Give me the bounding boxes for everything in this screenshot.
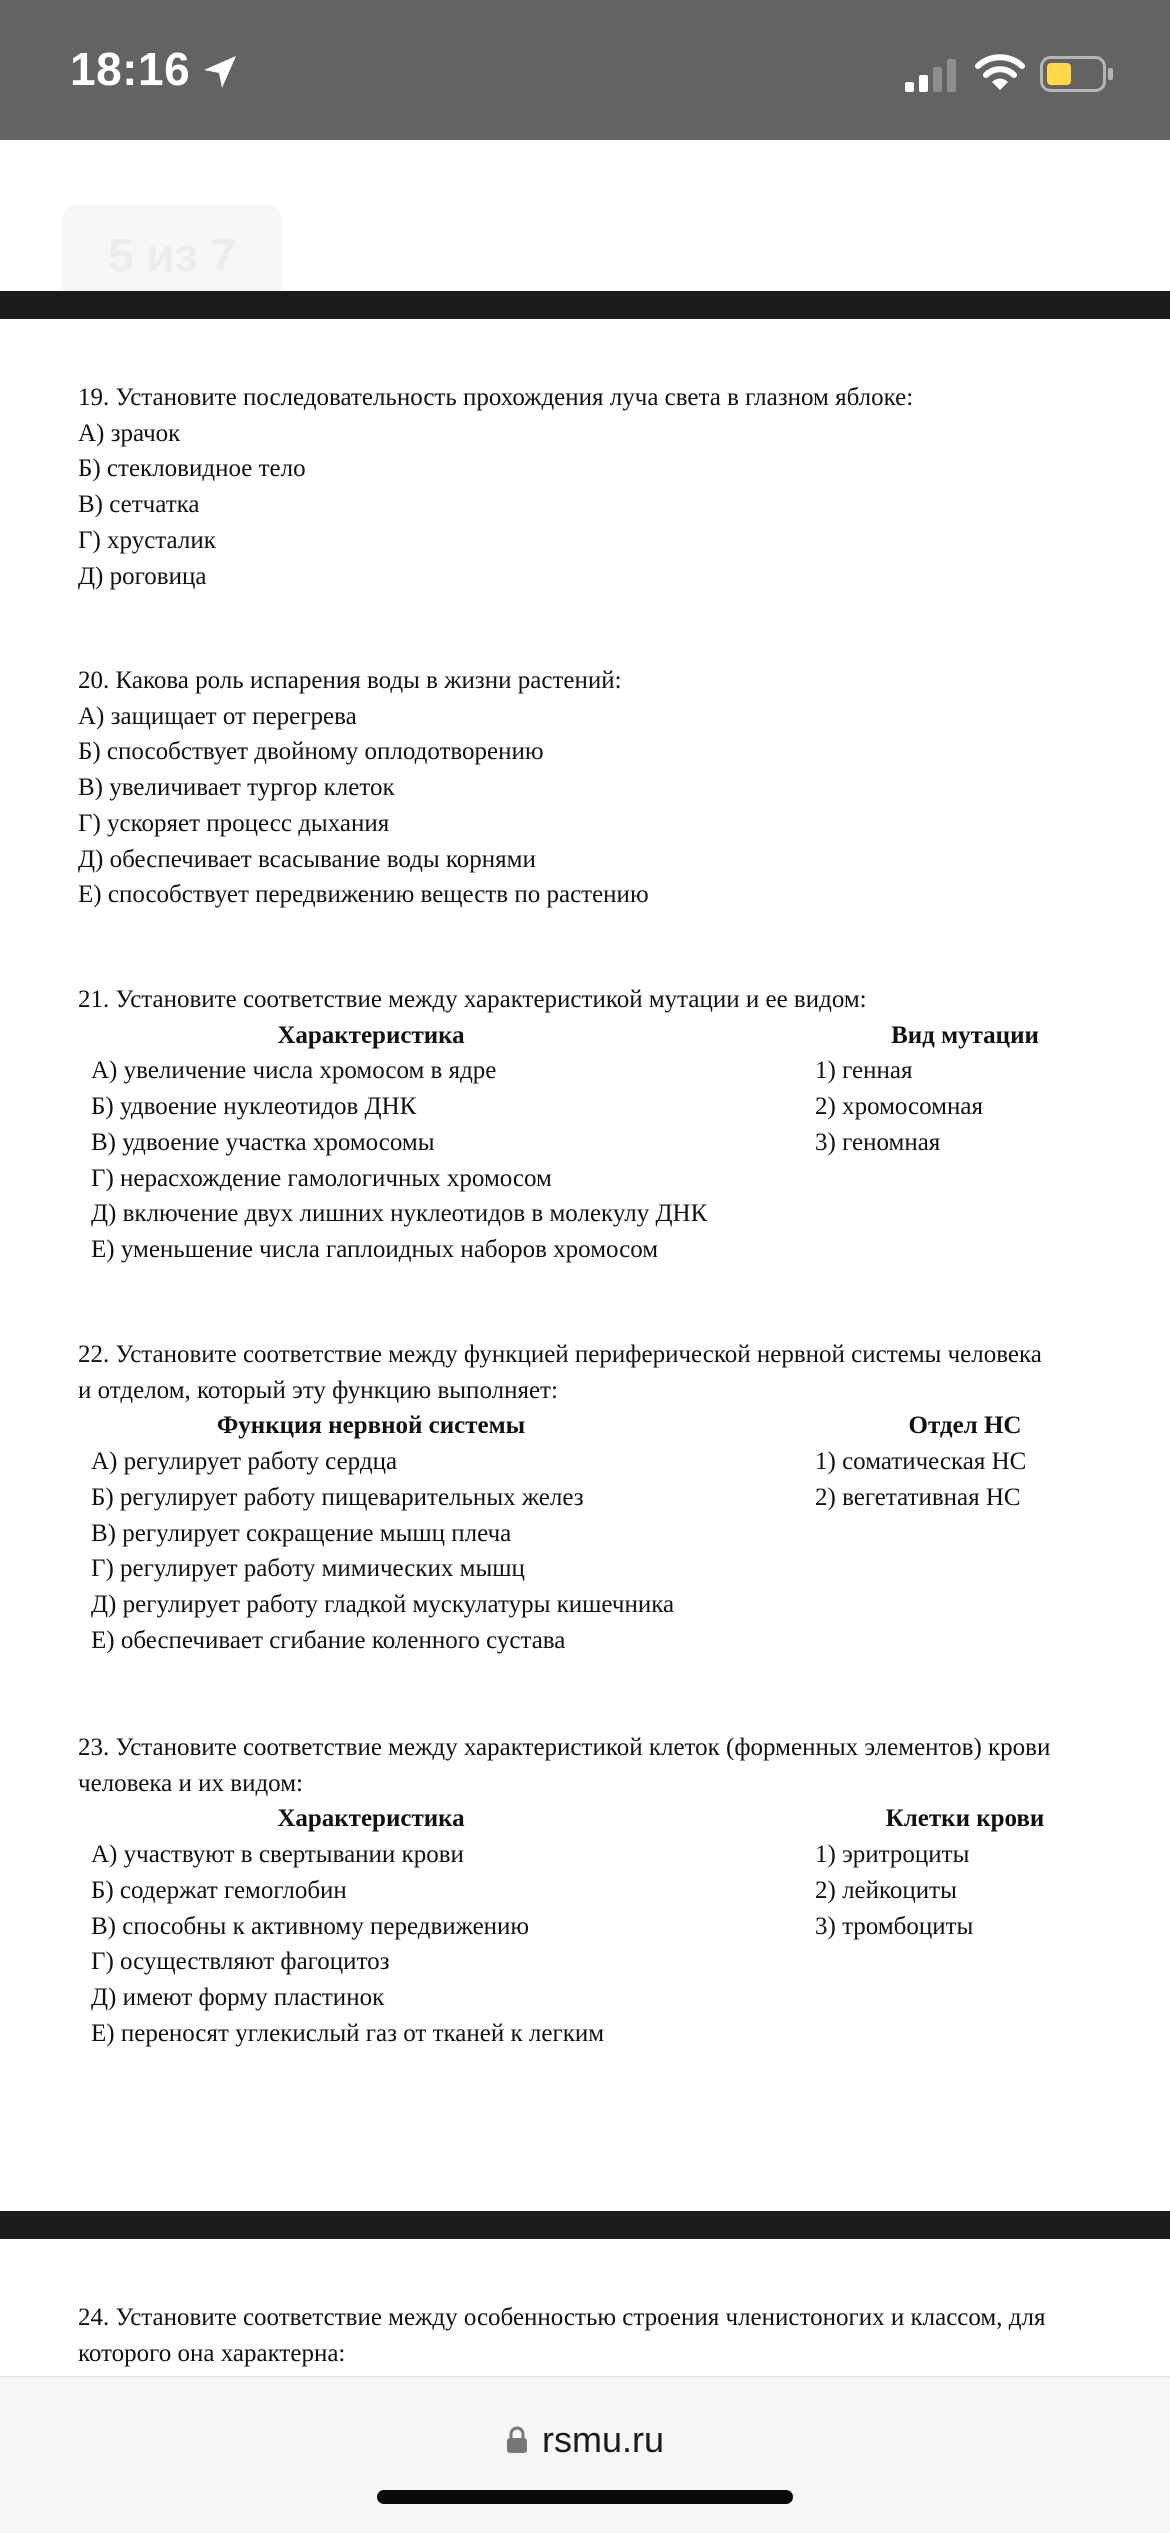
question-22 <box>78 1337 1138 1654</box>
page-divider-top <box>0 291 1170 319</box>
categories-column <box>815 1408 1115 1515</box>
status-time: 18:16 <box>70 43 191 95</box>
characteristic-item: В) способны к активному передвижению <box>91 1912 530 1940</box>
answer-option: Е) способствует передвижению веществ по растению <box>78 881 649 909</box>
characteristic-item: Б) удвоение нуклеотидов ДНК <box>91 1093 417 1121</box>
characteristic-item: А) регулирует работу сердца <box>91 1448 398 1476</box>
browser-bottom-bar <box>0 2376 1170 2533</box>
question-title: 19. Установите последовательность прохождения луча света в глазном яблоке: <box>78 384 914 411</box>
answer-option: В) сетчатка <box>78 491 200 519</box>
page-divider-bottom <box>0 2211 1170 2239</box>
page-counter: 5 из 7 <box>62 205 282 305</box>
category-item: 2) лейкоциты <box>815 1876 957 1904</box>
category-item: 3) геномная <box>815 1128 941 1156</box>
characteristic-item: Д) регулирует работу гладкой мускулатуры кишечника <box>91 1590 675 1618</box>
answer-option: Б) способствует двойному оплодотворению <box>78 738 544 766</box>
address-bar[interactable] <box>0 2419 1170 2461</box>
answer-option: Г) ускоряет процесс дыхания <box>78 809 390 837</box>
category-item: 2) вегетативная НС <box>815 1483 1021 1511</box>
column-header: Характеристика <box>277 1805 465 1833</box>
category-item: 1) эритроциты <box>815 1841 970 1869</box>
question-title: и отделом, который эту функцию выполняет: <box>78 1376 558 1404</box>
answer-option: А) защищает от перегрева <box>78 702 357 730</box>
question-24 <box>78 2300 1138 2371</box>
category-item: 1) соматическая НС <box>815 1448 1027 1476</box>
answer-option: А) зрачок <box>78 419 181 447</box>
question-19 <box>78 380 1138 594</box>
column-header: Вид мутации <box>891 1021 1039 1049</box>
question-23 <box>78 1730 1138 2047</box>
question-title: 24. Установите соответствие между особенностью строения членистоногих и классом, для <box>78 2304 1046 2331</box>
answer-option: Д) обеспечивает всасывание воды корнями <box>78 845 536 873</box>
characteristic-item: Г) нерасхождение гамологичных хромосом <box>91 1164 552 1192</box>
battery-icon <box>1040 56 1114 92</box>
characteristic-item: Е) обеспечивает сгибание коленного сустава <box>91 1626 566 1654</box>
column-header: Функция нервной системы <box>216 1412 526 1440</box>
characteristic-item: Д) включение двух лишних нуклеотидов в молекулу ДНК <box>91 1200 708 1228</box>
question-20 <box>78 663 1138 913</box>
categories-column <box>815 1801 1115 1944</box>
categories-column <box>815 1018 1115 1161</box>
characteristic-item: А) участвуют в свертывании крови <box>91 1841 464 1869</box>
characteristic-item: Г) регулирует работу мимических мышц <box>91 1555 525 1583</box>
answer-option: Б) стекловидное тело <box>78 455 306 483</box>
question-title: 22. Установите соответствие между функцией периферической нервной системы человека <box>78 1341 1042 1368</box>
home-indicator[interactable] <box>377 2490 793 2504</box>
wifi-icon <box>975 54 1025 92</box>
lock-icon <box>506 2426 528 2454</box>
column-header: Клетки крови <box>885 1805 1045 1833</box>
characteristic-item: Б) содержат гемоглобин <box>91 1876 347 1904</box>
url-text: rsmu.ru <box>541 2419 664 2460</box>
question-title: которого она характерна: <box>78 2339 346 2367</box>
characteristic-item: А) увеличение числа хромосом в ядре <box>91 1057 497 1085</box>
characteristics-column <box>91 1408 811 1658</box>
category-item: 2) хромосомная <box>815 1093 983 1121</box>
characteristic-item: В) регулирует сокращение мышц плеча <box>91 1519 512 1547</box>
column-header: Характеристика <box>277 1021 465 1049</box>
question-title: 21. Установите соответствие между характеристикой мутации и ее видом: <box>78 986 867 1013</box>
question-21 <box>78 982 1138 1263</box>
location-arrow-icon <box>200 52 240 92</box>
characteristics-column <box>91 1018 811 1268</box>
status-bar <box>0 0 1170 140</box>
characteristics-column <box>91 1801 811 2051</box>
answer-option: Г) хрусталик <box>78 526 216 554</box>
category-item: 1) генная <box>815 1057 913 1085</box>
answer-option: Д) роговица <box>78 562 207 590</box>
characteristic-item: В) удвоение участка хромосомы <box>91 1128 435 1156</box>
column-header: Отдел НС <box>908 1412 1022 1440</box>
characteristic-item: Г) осуществляют фагоцитоз <box>91 1948 390 1976</box>
answer-option: В) увеличивает тургор клеток <box>78 774 395 802</box>
question-title: 20. Какова роль испарения воды в жизни растений: <box>78 667 622 694</box>
signal-icon <box>905 58 959 92</box>
characteristic-item: Д) имеют форму пластинок <box>91 1983 385 2011</box>
characteristic-item: Е) уменьшение числа гаплоидных наборов хромосом <box>91 1235 659 1263</box>
question-title: человека и их видом: <box>78 1769 303 1797</box>
category-item: 3) тромбоциты <box>815 1912 974 1940</box>
characteristic-item: Б) регулирует работу пищеварительных желез <box>91 1483 584 1511</box>
characteristic-item: Е) переносят углекислый газ от тканей к легким <box>91 2019 605 2047</box>
question-title: 23. Установите соответствие между характеристикой клеток (форменных элементов) крови <box>78 1734 1051 1761</box>
